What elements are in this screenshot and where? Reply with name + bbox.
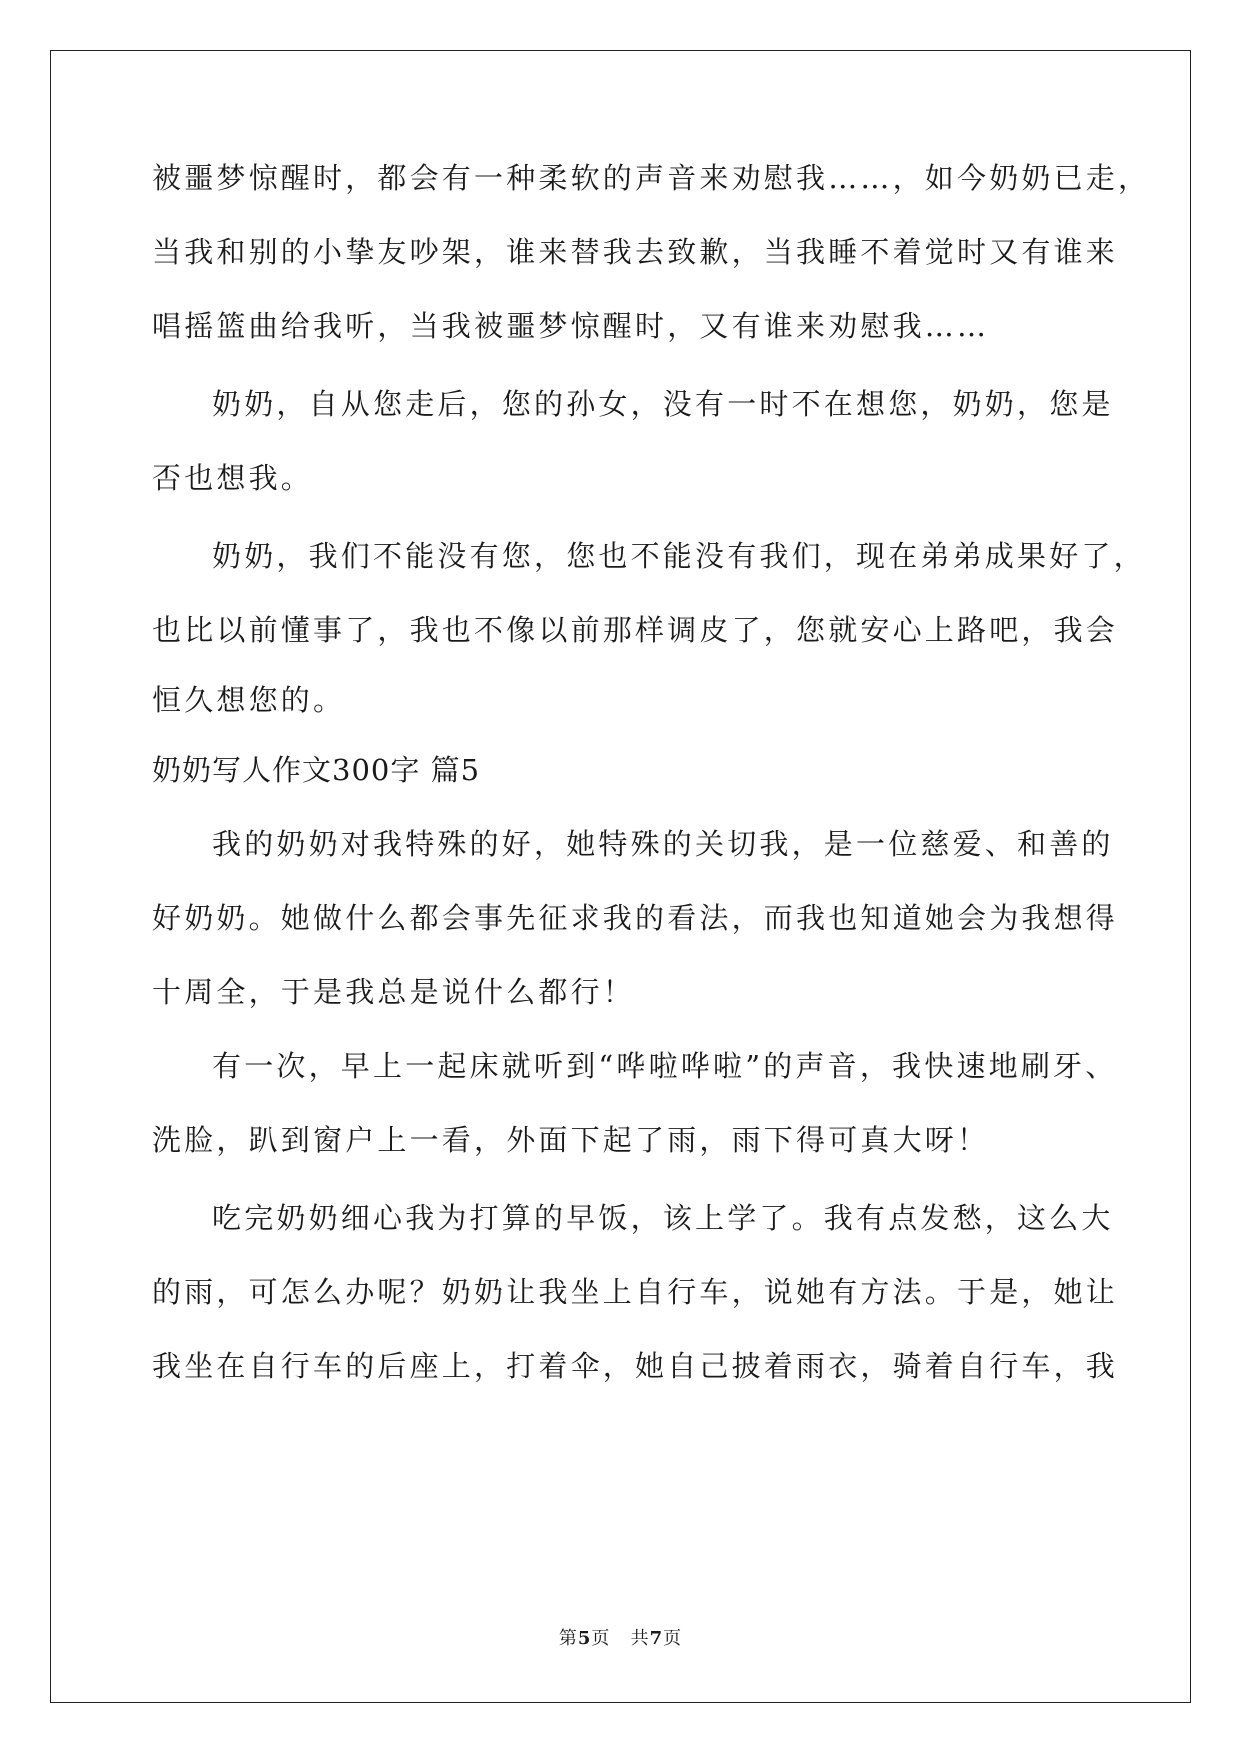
page-footer <box>0 1627 1241 1651</box>
text-line: 当我和别的小挚友吵架，谁来替我去致歉，当我睡不着觉时又有谁来 <box>152 235 1119 269</box>
paragraph-start-line: 我的奶奶对我特殊的好，她特殊的关切我，是一位慈爱、和善的 <box>212 827 1114 861</box>
text-line: 十周全，于是我总是说什么都行！ <box>152 975 636 1009</box>
text-line: 我坐在自行车的后座上，打着伞，她自己披着雨衣，骑着自行车，我 <box>152 1349 1119 1383</box>
footer-prefix: 第 <box>558 1628 578 1649</box>
text-line: 好奶奶。她做什么都会事先征求我的看法，而我也知道她会为我想得 <box>152 901 1119 935</box>
paragraph-start-line: 吃完奶奶细心我为打算的早饭，该上学了。我有点发愁，这么大 <box>212 1201 1114 1235</box>
paragraph-start-line: 奶奶，我们不能没有您，您也不能没有我们，现在弟弟成果好了， <box>212 539 1146 573</box>
text-line: 唱摇篮曲给我听，当我被噩梦惊醒时，又有谁来劝慰我…… <box>152 309 990 343</box>
current-page-number: 5 <box>577 1628 592 1649</box>
text-line: 恒久想您的。 <box>152 683 346 717</box>
text-line: 也比以前懂事了，我也不像以前那样调皮了，您就安心上路吧，我会 <box>152 613 1119 647</box>
page-border <box>50 50 1191 1703</box>
section-heading: 奶奶写人作文300字 篇5 <box>152 753 481 787</box>
text-line: 被噩梦惊醒时，都会有一种柔软的声音来劝慰我……，如今奶奶已走， <box>152 161 1151 195</box>
text-line: 的雨，可怎么办呢？奶奶让我坐上自行车，说她有方法。于是，她让 <box>152 1275 1119 1309</box>
paragraph-start-line: 有一次，早上一起床就听到“哗啦哗啦”的声音，我快速地刷牙、 <box>212 1049 1118 1083</box>
footer-mid: 页 共 <box>591 1628 650 1649</box>
text-line: 洗脸，趴到窗户上一看，外面下起了雨，雨下得可真大呀！ <box>152 1123 990 1157</box>
footer-suffix: 页 <box>663 1628 683 1649</box>
paragraph-start-line: 奶奶，自从您走后，您的孙女，没有一时不在想您，奶奶，您是 <box>212 387 1114 421</box>
total-pages-number: 7 <box>649 1628 664 1649</box>
text-line: 否也想我。 <box>152 461 314 495</box>
